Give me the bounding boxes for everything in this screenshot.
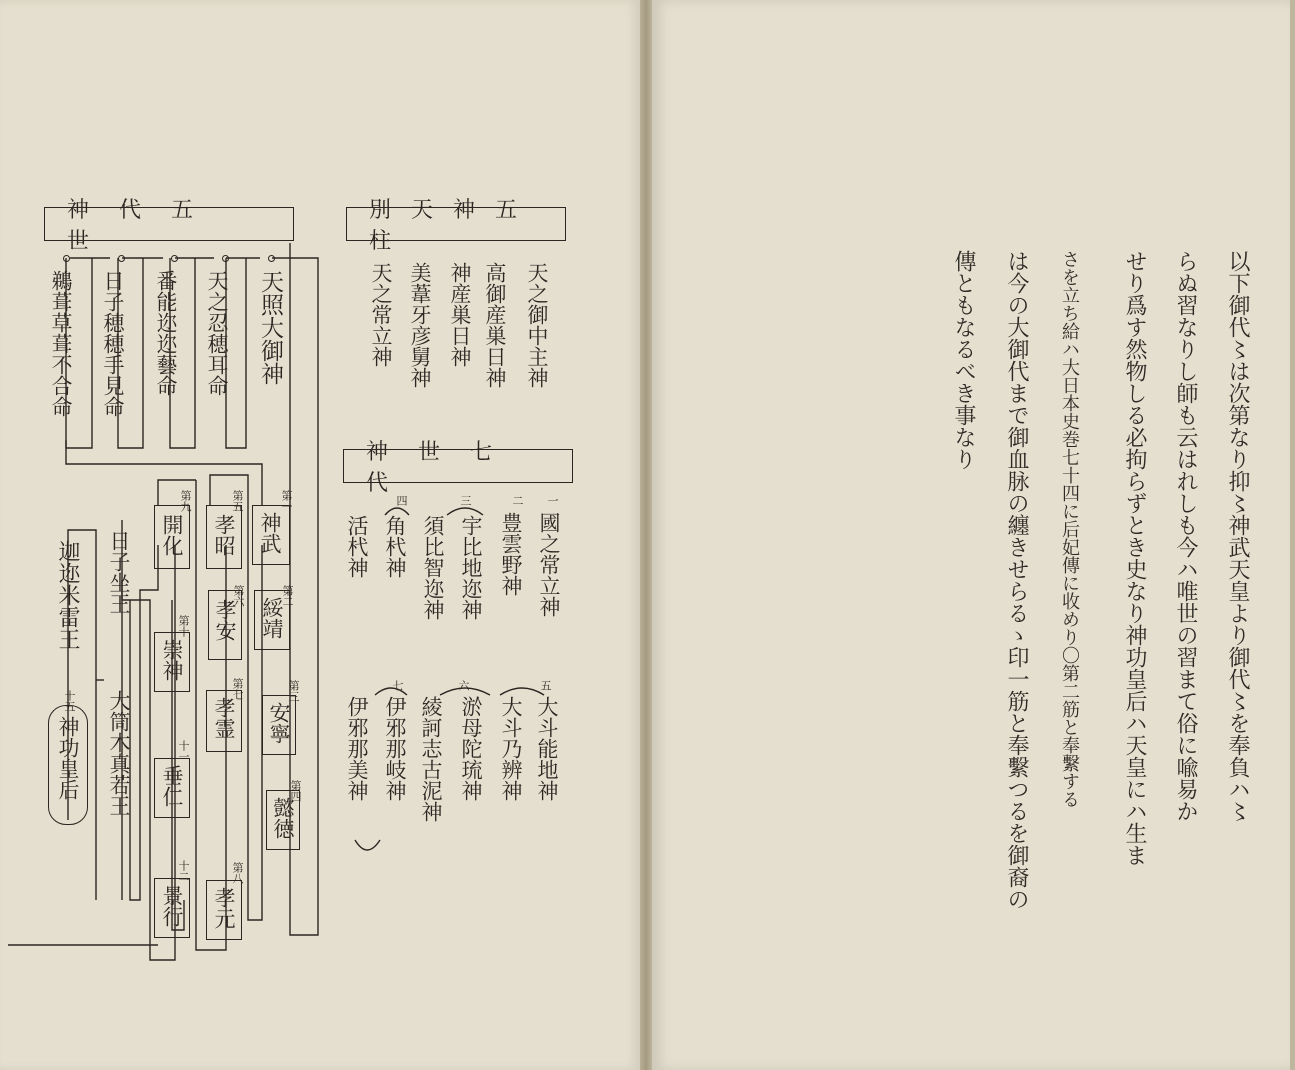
deity-name: 活杙神 <box>345 515 369 578</box>
header-text: 神世七代 <box>366 440 523 496</box>
deity-name: 番能迩迩藝命 <box>154 270 178 396</box>
deity-name: 宇比地迩神 <box>459 515 483 620</box>
deity-name: 豊雲野神 <box>499 512 523 596</box>
deity-name: 伊邪那岐神 <box>383 696 407 801</box>
generation-number: 二 <box>511 495 524 506</box>
emperor-ordinal: 第三 <box>287 680 300 702</box>
emperor-ordinal: 第一 <box>280 490 293 512</box>
emperor-ordinal: 第四 <box>289 780 302 802</box>
deity-name: 鵜葺草葺不合命 <box>49 270 73 417</box>
generation-number: 六 <box>457 680 470 691</box>
text-column: さを立ち給ハ大日本史巻七十四に后妃傳に收めり〇第二筋と奉繫する <box>1059 250 1080 808</box>
header-text: 別天神五柱 <box>369 198 538 254</box>
emperor-frame <box>262 695 296 755</box>
deity-name: 天之御中主神 <box>525 262 549 388</box>
emperor-name: 垂仁 <box>160 765 184 807</box>
emperor-name: 懿徳 <box>271 797 295 839</box>
header-betsu-amatsukami <box>346 198 566 254</box>
deity-name: 美葦牙彦舅神 <box>408 262 432 388</box>
text-column: らぬ習なりし師も云はれしも今ハ唯世の習まて俗に喩易か <box>1173 250 1198 822</box>
deity-name: 伊邪那美神 <box>345 696 369 801</box>
emperor-ordinal: 第七 <box>231 678 244 700</box>
deity-name: 天照大御神 <box>257 270 283 385</box>
emperor-ordinal: 第九 <box>179 490 192 512</box>
lineage-name: 大筒木真若王 <box>107 690 131 816</box>
emperor-name: 孝霊 <box>212 697 236 739</box>
deity-name: 天之忍穂耳命 <box>205 270 229 396</box>
text-column: 傳ともなるべき事なり <box>951 250 976 470</box>
generation-number: 七 <box>391 680 404 691</box>
connector-dot <box>268 255 275 262</box>
header-text: 神代五世 <box>67 198 224 254</box>
emperor-frame <box>252 505 290 565</box>
emperor-name: 崇神 <box>160 639 184 681</box>
emperor-ordinal: 第十 <box>177 615 190 637</box>
emperor-frame <box>154 505 190 569</box>
emperor-name: 孝昭 <box>212 514 236 556</box>
text-column: は今の大御代まで御血脉の纏きせらるゝ印一筋と奉繫つるを御裔の <box>1004 250 1029 910</box>
emperor-ordinal: 第八 <box>231 862 244 884</box>
emperor-frame <box>154 878 190 938</box>
deity-name: 淤母陀琉神 <box>459 696 483 801</box>
emperor-name: 孝安 <box>213 599 237 641</box>
deity-name: 綾訶志古泥神 <box>419 696 443 822</box>
deity-name: 須比智迩神 <box>421 515 445 620</box>
emperor-ordinal: 第五 <box>231 490 244 512</box>
deity-name: 高御産巣日神 <box>483 262 507 388</box>
emperor-frame <box>154 758 190 818</box>
emperor-frame <box>154 632 190 692</box>
deity-name: 天之常立神 <box>369 262 393 367</box>
emperor-ordinal: 第二 <box>281 585 294 607</box>
emperor-name: 景行 <box>160 885 184 927</box>
generation-number: 五 <box>539 680 552 691</box>
deity-name: 日子穂穂手見命 <box>101 270 125 417</box>
lineage-name: 日子坐王 <box>107 530 131 614</box>
text-column: せり爲す然物しる必拘らずとき史なり神功皇后ハ天皇にハ生ま <box>1122 250 1147 866</box>
generation-number: 三 <box>459 495 472 506</box>
generation-number: 一 <box>546 495 559 506</box>
emperor-ordinal: 第六 <box>232 585 245 607</box>
deity-name: 神産巣日神 <box>448 262 472 367</box>
emperor-ordinal: 十一 <box>177 740 190 762</box>
emperor-name: 安寧 <box>267 702 291 744</box>
empress-frame <box>48 705 88 825</box>
emperor-ordinal: 十二 <box>177 860 190 882</box>
lineage-name: 迦迩米雷王 <box>55 540 80 650</box>
empress-ordinal: 十五 <box>63 690 76 712</box>
deity-name: 國之常立神 <box>537 512 561 617</box>
connector-dot <box>118 255 125 262</box>
lineage-name: 神功皇后 <box>56 716 80 800</box>
connector-dot <box>171 255 178 262</box>
emperor-name: 開化 <box>160 514 184 556</box>
generation-number: 四 <box>395 495 408 506</box>
deity-name: 大斗能地神 <box>535 696 559 801</box>
emperor-frame <box>206 505 242 569</box>
emperor-name: 神武 <box>258 512 282 554</box>
emperor-name: 綏靖 <box>260 597 284 639</box>
connector-dot <box>63 255 70 262</box>
header-kamiyo-itsuyo <box>44 198 294 254</box>
emperor-frame <box>206 880 242 940</box>
header-kamiyo-nanayo <box>343 440 573 496</box>
connector-dot <box>222 255 229 262</box>
text-column: 以下御代〻は次第なり抑〻神武天皇より御代〻を奉負ハ〻 <box>1225 250 1250 822</box>
deity-name: 角杙神 <box>383 515 407 578</box>
emperor-name: 孝元 <box>212 887 236 929</box>
deity-name: 大斗乃辨神 <box>499 696 523 801</box>
